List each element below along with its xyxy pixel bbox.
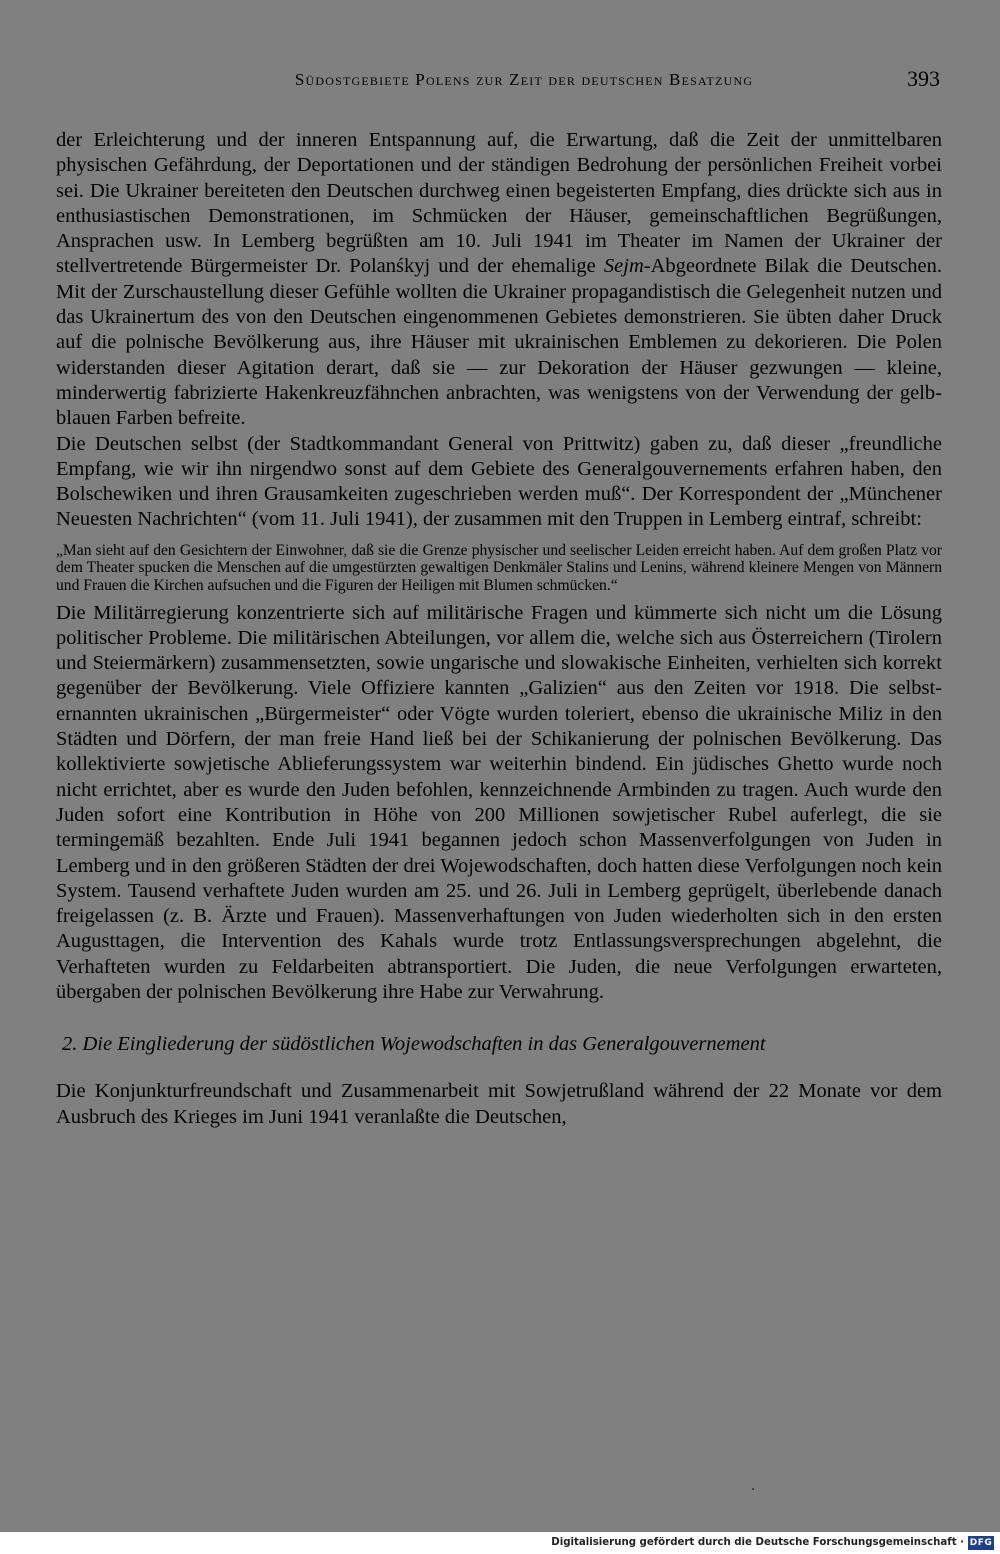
dfg-logo: DFG: [969, 1538, 993, 1548]
section-heading: 2. Die Eingliederung der südöstlichen Wojewodschaften in das Generalgouvernement: [62, 1033, 766, 1056]
scan-speck: [752, 1488, 754, 1490]
block-quote: „Man sieht auf den Gesichtern der Einwohner, daß sie die Grenze physischer und seelischer Leiden erreicht haben. Auf dem großen Platz vor dem Theater spucken die Menschen auf die umgestürzten gewaltigen Denkmäler Stalins und Lenins, während kleinere Mengen von Männern und Frauen die Kirchen aufsuchen und die Figuren der Heiligen mit Blumen schmücken.“: [56, 541, 942, 594]
paragraph-3: Die Militärregierung konzentrierte sich auf militärische Fragen und kümmerte sich nicht um die Lösung politischer Probleme. Die militärischen Abteilungen, vor allem die, welche sich aus Österreichern (Tirolern und Steiermärkern) zusammensetzten, sowie ungarische und slowakische Einheiten, verhielten sich korrekt gegenüber der Bevölkerung. Viele Offiziere kannten „Galizien“ aus den Zeiten vor 1918. Die selbsternannten ukrainischen „Bürgermeister“ oder Vögte wurden toleriert, ebenso die ukrainische Miliz in den Städten und Dörfern, der man freie Hand ließ bei der Schikanierung der polnischen Bevölkerung. Das kollektivierte sowjetische Ablieferungssystem war weiterhin bindend. Ein jüdisches Ghetto wurde noch nicht errichtet, aber es wurde den Juden befohlen, kennzeichnende Armbinden zu tragen. Auch wurde den Juden sofort eine Kontribution in Höhe von 200 Millionen sowjetischer Rubel auferlegt, die sie termingemäß bezahlten. Ende Juli 1941 begannen jedoch schon Massenverfolgungen von Juden in Lemberg und in den größeren Städten der drei Wojewodschaften, doch hatten diese Verfolgungen noch kein System. Tausend verhaftete Juden wurden am 25. und 26. Juli in Lemberg geprügelt, überlebende danach freigelassen (z. B. Ärzte und Frauen). Massenverhaftungen von Juden wiederholten sich in den ersten Augusttagen, die Intervention des Kahals wurde trotz Entlassungsversprechungen abgelehnt, die Verhafteten wurden zu Feldarbeiten abtransportiert. Die Juden, die neue Verfolgungen erwarteten, übergaben der polnischen Bevölkerung ihre Habe zur Verwahrung.: [56, 601, 942, 1003]
page-number: 393: [907, 66, 940, 91]
body-text: [56, 128, 942, 1130]
page-header: [56, 66, 942, 100]
running-head: Südostgebiete Polens zur Zeit der deutschen Besatzung: [294, 70, 754, 89]
paragraph-2: Die Deutschen selbst (der Stadtkommandant General von Prittwitz) gaben zu, daß dieser „freundliche Empfang, wie wir ihn nirgendwo sonst auf dem Gebiete des Generalgouvernements erfahren haben, den Bolschewiken und ihren Grausamkeiten zugeschrieben werden muß“. Der Korrespondent der „Münchener Neuesten Nachrichten“ (vom 11. Juli 1941), der zusammen mit den Truppen in Lemberg eintraf, schreibt:: [56, 432, 942, 531]
paragraph-1: der Erleichterung und der inneren Entspannung auf, die Erwartung, daß die Zeit der unmittelbaren physischen Gefährdung, der Deportationen und der ständigen Bedrohung der persönlichen Freiheit vorbei sei. Die Ukrainer bereiteten den Deutschen durchweg einen begeisterten Empfang, dies drückte sich aus in enthusiastischen Demonstrationen, im Schmücken der Häuser, gemeinschaftlichen Begrüßungen, Ansprachen usw. In Lemberg begrüßten am 10. Juli 1941 im Theater im Namen der Ukrainer der stellvertretende Bürgermeister Dr. Polanśkyj und der ehemalige Sejm-Abgeordnete Bilak die Deutschen. Mit der Zurschaustellung dieser Gefühle wollten die Ukrainer propagandistisch die Gelegenheit nutzen und das Ukrainertum des von den Deutschen eingenommenen Gebietes demonstrieren. Sie übten daher Druck auf die polnische Bevölkerung aus, ihre Häuser mit ukrainischen Emblemen zu dekorieren. Die Polen widerstanden dieser Agitation derart, daß sie — zur Dekoration der Häuser gezwungen — kleine, minderwertig fabrizierte Hakenkreuzfähnchen anbrachten, was wenigstens von der Verwendung der gelb-blauen Farben befreite.: [56, 129, 942, 430]
paragraph-4: Die Konjunkturfreundschaft und Zusammenarbeit mit Sowjetrußland während der 22 Monate vor dem Ausbruch des Krieges im Juni 1941 veranlaßte die Deutschen,: [56, 1080, 942, 1128]
italic-term: Sejm: [603, 255, 644, 278]
footer-bar: [0, 1532, 1000, 1554]
footer-credit: Digitalisierung gefördert durch die Deutsche Forschungsgemeinschaft ·: [551, 1537, 964, 1548]
